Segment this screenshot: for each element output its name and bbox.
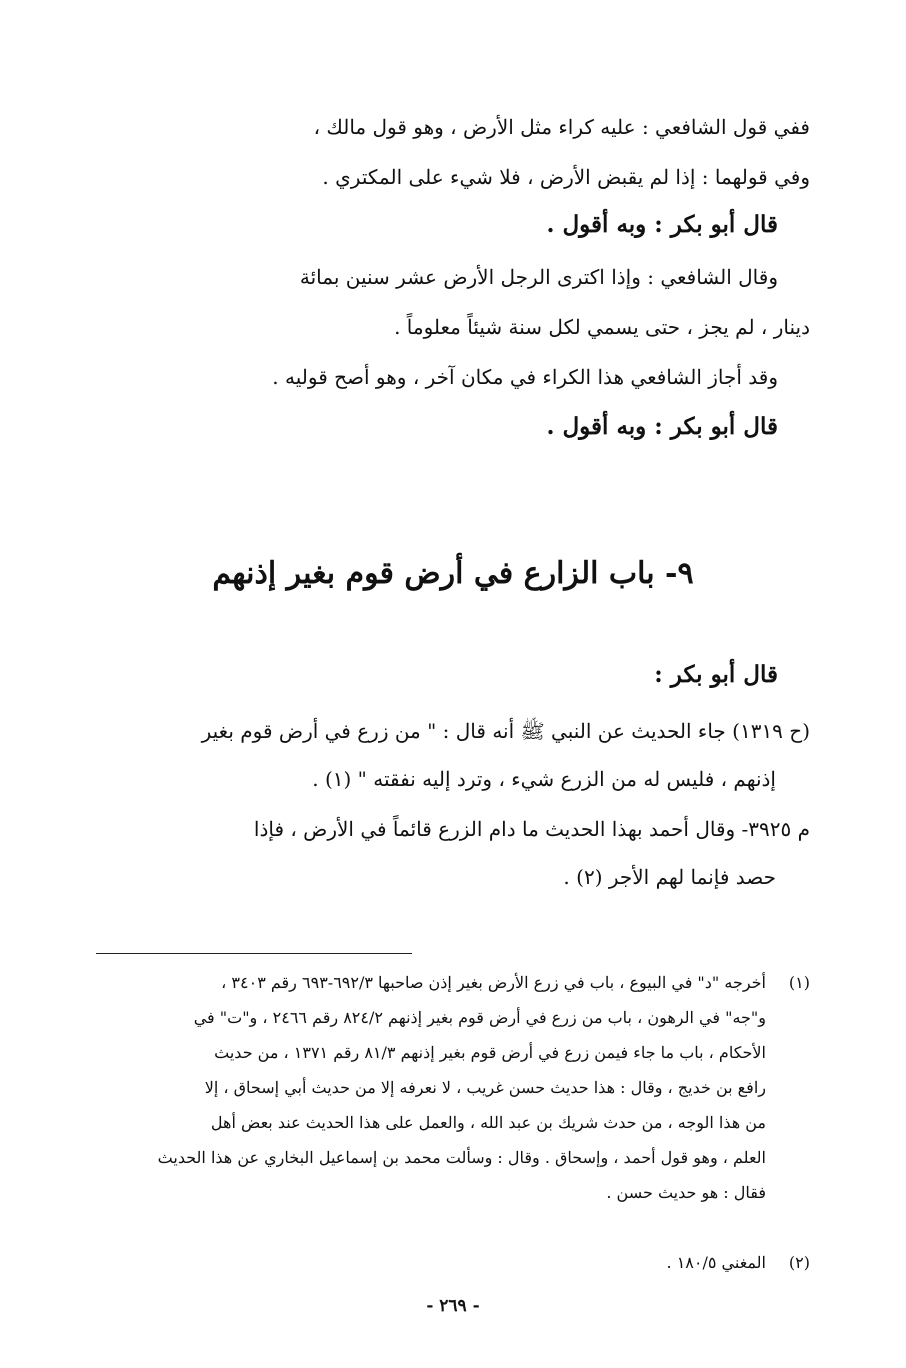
paragraph-line: وفي قولهما : إذا لم يقبض الأرض ، فلا شيء على المكتري .	[322, 165, 810, 189]
footnote-text	[96, 970, 766, 1215]
footnote-line: المغني ١٨٠/٥ .	[666, 1253, 766, 1272]
footnote-line: فقال : هو حديث حسن .	[606, 1183, 766, 1202]
abu-bakr-statement: قال أبو بكر : وبه أقول .	[546, 211, 778, 238]
abu-bakr-statement: قال أبو بكر : وبه أقول .	[546, 413, 778, 440]
footnote-line: الأحكام ، باب ما جاء فيمن زرع في أرض قوم بغير إذنهم ٨١/٣ رقم ١٣٧١ ، من حديث	[214, 1043, 766, 1062]
paragraph-line: دينار ، لم يجز ، حتى يسمي لكل سنة شيئاً معلوماً .	[394, 315, 810, 339]
paragraph-line: ففي قول الشافعي : عليه كراء مثل الأرض ، وهو قول مالك ،	[313, 115, 810, 139]
footnote-line: أخرجه "د" في البيوع ، باب في زرع الأرض بغير إذن صاحبها ٦٩٢/٣-٦٩٣ رقم ٣٤٠٣ ،	[221, 973, 766, 992]
section-intro: قال أبو بكر :	[654, 661, 778, 688]
paragraph-line: وقال الشافعي : وإذا اكترى الرجل الأرض عشر سنين بمائة	[299, 265, 778, 289]
paragraph-line: وقد أجاز الشافعي هذا الكراء في مكان آخر ، وهو أصح قوليه .	[272, 365, 778, 389]
footnote-1	[96, 970, 810, 1202]
footnote-text	[96, 1250, 766, 1276]
footnote-2	[96, 1250, 810, 1280]
footnote-number: (١)	[788, 973, 810, 992]
hadith-line: م ٣٩٢٥- وقال أحمد بهذا الحديث ما دام الزرع قائماً في الأرض ، فإذا	[253, 817, 810, 841]
hadith-line: (ح ١٣١٩) جاء الحديث عن النبي ﷺ أنه قال : " من زرع في أرض قوم بغير	[201, 719, 810, 743]
chapter-title: ٩- باب الزارع في أرض قوم بغير إذنهم	[212, 556, 694, 591]
footnote-line: من هذا الوجه ، من حدث شريك بن عبد الله ، والعمل على هذا الحديث عند بعض أهل	[210, 1113, 766, 1132]
footnote-line: و"جه" في الرهون ، باب من زرع في أرض قوم بغير إذنهم ٨٢٤/٢ رقم ٢٤٦٦ ، و"ت" في	[193, 1008, 766, 1027]
footnote-line: العلم ، وهو قول أحمد ، وإسحاق . وقال : وسألت محمد بن إسماعيل البخاري عن هذا الحديث	[157, 1148, 766, 1167]
page-number: - ٢٦٩ -	[426, 1296, 480, 1316]
hadith-line: إذنهم ، فليس له من الزرع شيء ، وترد إليه نفقته " (١) .	[312, 767, 776, 791]
footnote-divider	[96, 953, 412, 954]
footnote-line: رافع بن خديج ، وقال : هذا حديث حسن غريب ، لا نعرفه إلا من حديث أبي إسحاق ، إلا	[204, 1078, 766, 1097]
footnote-number: (٢)	[788, 1253, 810, 1272]
hadith-line: حصد فإنما لهم الأجر (٢) .	[563, 865, 776, 889]
